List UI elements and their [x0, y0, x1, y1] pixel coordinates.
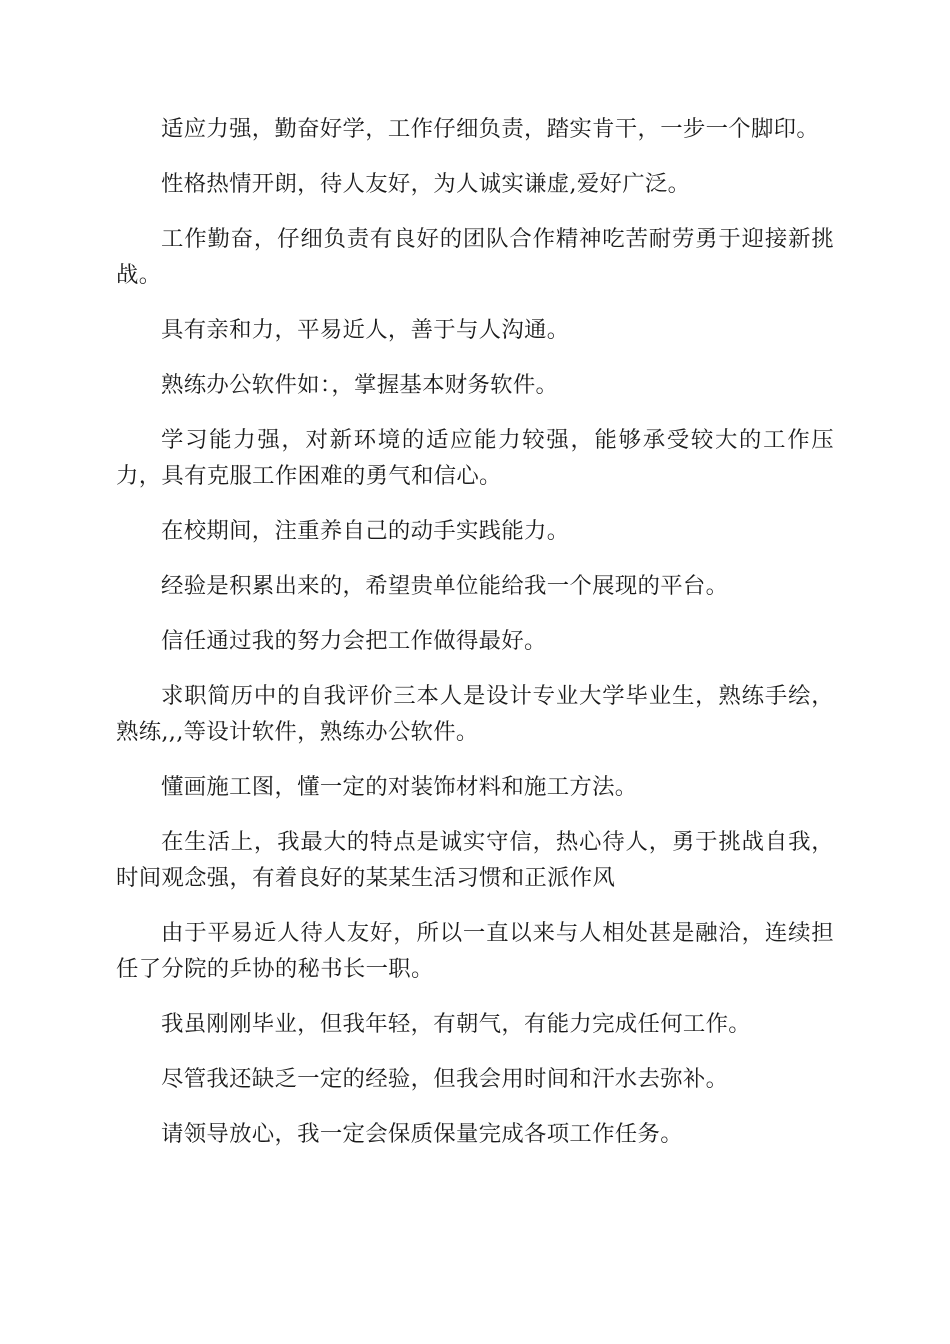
paragraph: 求职简历中的自我评价三本人是设计专业大学毕业生，熟练手绘，熟练,,,等设计软件，熟练办公软件。: [116, 683, 834, 745]
paragraph: 具有亲和力，平易近人，善于与人沟通。: [161, 317, 570, 343]
paragraph: 在校期间，注重养自己的动手实践能力。: [161, 518, 570, 544]
paragraph: 熟练办公软件如：，掌握基本财务软件。: [161, 372, 559, 398]
paragraph: 懂画施工图，懂一定的对装饰材料和施工方法。: [161, 774, 638, 800]
paragraph: 我虽刚刚毕业，但我年轻，有朝气，有能力完成任何工作。: [161, 1011, 751, 1037]
paragraph: 性格热情开朗，待人友好，为人诚实谦虚,爱好广泛。: [161, 171, 691, 197]
paragraph: 经验是积累出来的，希望贵单位能给我一个展现的平台。: [161, 573, 729, 599]
paragraph: 尽管我还缺乏一定的经验，但我会用时间和汗水去弥补。: [161, 1066, 729, 1092]
paragraph: 由于平易近人待人友好，所以一直以来与人相处甚是融洽，连续担任了分院的乒协的秘书长一职。: [116, 920, 834, 982]
document-body: [116, 111, 834, 1171]
paragraph: 信任通过我的努力会把工作做得最好。: [161, 628, 547, 654]
paragraph: 请领导放心，我一定会保质保量完成各项工作任务。: [161, 1121, 683, 1147]
paragraph: 工作勤奋，仔细负责有良好的团队合作精神吃苦耐劳勇于迎接新挑战。: [116, 226, 834, 288]
paragraph: 在生活上，我最大的特点是诚实守信，热心待人，勇于挑战自我，时间观念强，有着良好的某某生活习惯和正派作风: [116, 829, 834, 891]
paragraph: 学习能力强，对新环境的适应能力较强，能够承受较大的工作压力，具有克服工作困难的勇气和信心。: [116, 427, 834, 489]
paragraph: 适应力强，勤奋好学，工作仔细负责，踏实肯干，一步一个脚印。: [161, 116, 820, 142]
